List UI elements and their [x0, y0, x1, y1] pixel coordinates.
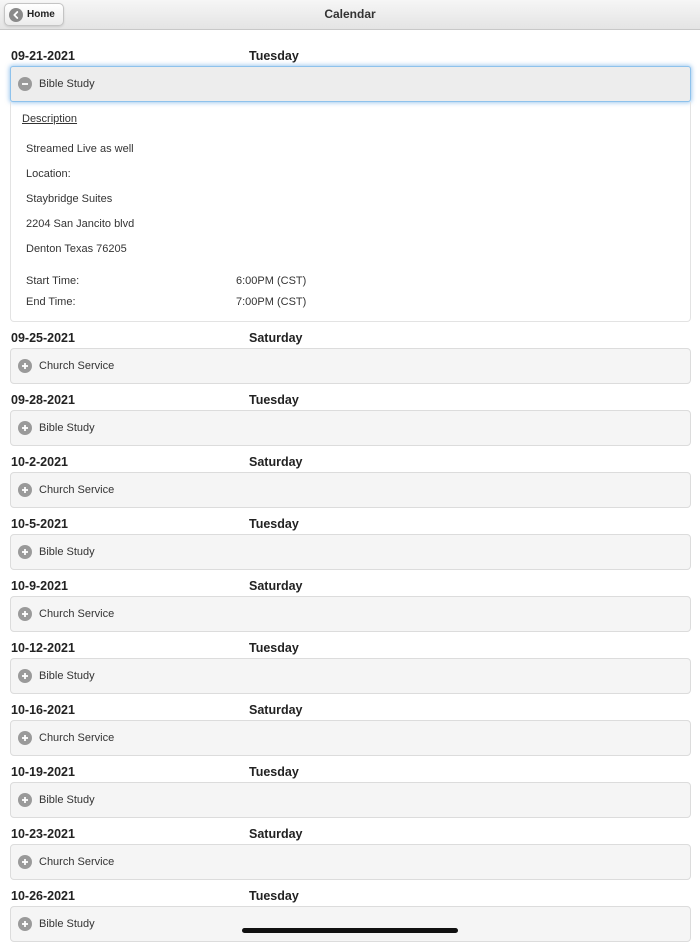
details-line: 2204 San Jancito blvd	[26, 218, 135, 230]
event-day	[10, 324, 691, 384]
start-time-label: Start Time:	[26, 275, 80, 287]
event-day	[10, 696, 691, 756]
page-title: Calendar	[324, 7, 376, 21]
plus-circle-icon	[18, 917, 32, 931]
event-day	[10, 820, 691, 880]
event-name: Church Service	[39, 360, 115, 372]
event-date: 10-2-2021	[11, 455, 68, 469]
event-date: 10-19-2021	[11, 765, 75, 779]
event-toggle[interactable]	[10, 596, 691, 632]
event-day	[10, 386, 691, 446]
event-weekday: Saturday	[249, 331, 303, 345]
event-date: 09-25-2021	[11, 331, 75, 345]
event-name: Bible Study	[39, 422, 95, 434]
event-date: 10-26-2021	[11, 889, 75, 903]
details-line: Streamed Live as well	[26, 143, 134, 155]
end-time-label: End Time:	[26, 296, 76, 308]
top-bar	[0, 0, 700, 30]
event-toggle[interactable]	[10, 348, 691, 384]
event-day	[10, 510, 691, 570]
event-weekday: Tuesday	[249, 393, 299, 407]
event-day	[10, 42, 691, 322]
event-weekday: Saturday	[249, 579, 303, 593]
event-weekday: Tuesday	[249, 49, 299, 63]
event-date: 10-12-2021	[11, 641, 75, 655]
event-date: 09-28-2021	[11, 393, 75, 407]
start-time-value: 6:00PM (CST)	[236, 275, 307, 287]
event-name: Church Service	[39, 484, 115, 496]
event-toggle[interactable]	[10, 534, 691, 570]
event-list	[10, 42, 691, 944]
event-date: 09-21-2021	[11, 49, 75, 63]
day-header	[10, 386, 691, 410]
event-date: 10-5-2021	[11, 517, 68, 531]
event-weekday: Saturday	[249, 827, 303, 841]
event-weekday: Saturday	[249, 703, 303, 717]
plus-circle-icon	[18, 545, 32, 559]
event-name: Church Service	[39, 732, 115, 744]
day-header	[10, 758, 691, 782]
event-name: Bible Study	[39, 670, 95, 682]
event-day	[10, 758, 691, 818]
event-day	[10, 634, 691, 694]
event-toggle[interactable]	[10, 844, 691, 880]
plus-circle-icon	[18, 483, 32, 497]
event-toggle[interactable]	[10, 782, 691, 818]
event-name: Bible Study	[39, 918, 95, 930]
end-time-value: 7:00PM (CST)	[236, 296, 307, 308]
event-name: Church Service	[39, 608, 115, 620]
day-header	[10, 820, 691, 844]
day-header	[10, 448, 691, 472]
event-name: Bible Study	[39, 546, 95, 558]
day-header	[10, 510, 691, 534]
event-weekday: Saturday	[249, 455, 303, 469]
day-header	[10, 634, 691, 658]
event-day	[10, 572, 691, 632]
event-date: 10-23-2021	[11, 827, 75, 841]
plus-circle-icon	[18, 359, 32, 373]
event-name: Church Service	[39, 856, 115, 868]
day-header	[10, 324, 691, 348]
details-line: Location:	[26, 168, 71, 180]
event-details	[10, 102, 691, 322]
event-toggle[interactable]	[10, 906, 691, 942]
event-toggle-bible-study[interactable]	[10, 66, 691, 102]
description-heading: Description	[22, 113, 78, 125]
details-line: Staybridge Suites	[26, 193, 113, 205]
event-weekday: Tuesday	[249, 517, 299, 531]
event-weekday: Tuesday	[249, 765, 299, 779]
event-weekday: Tuesday	[249, 889, 299, 903]
chevron-left-icon	[9, 8, 23, 22]
event-toggle[interactable]	[10, 410, 691, 446]
day-header	[10, 572, 691, 596]
event-day	[10, 448, 691, 508]
details-line: Denton Texas 76205	[26, 243, 127, 255]
event-toggle[interactable]	[10, 720, 691, 756]
day-header	[10, 882, 691, 906]
home-indicator	[242, 928, 458, 933]
event-name: Bible Study	[39, 78, 95, 90]
plus-circle-icon	[18, 669, 32, 683]
home-button-label: Home	[27, 9, 55, 20]
event-date: 10-9-2021	[11, 579, 68, 593]
plus-circle-icon	[18, 421, 32, 435]
event-date: 10-16-2021	[11, 703, 75, 717]
event-toggle[interactable]	[10, 472, 691, 508]
home-button[interactable]	[4, 3, 64, 26]
plus-circle-icon	[18, 855, 32, 869]
event-day	[10, 882, 691, 942]
day-header	[10, 696, 691, 720]
plus-circle-icon	[18, 607, 32, 621]
minus-circle-icon	[18, 77, 32, 91]
event-weekday: Tuesday	[249, 641, 299, 655]
event-name: Bible Study	[39, 794, 95, 806]
plus-circle-icon	[18, 793, 32, 807]
event-toggle[interactable]	[10, 658, 691, 694]
day-header	[10, 42, 691, 66]
plus-circle-icon	[18, 731, 32, 745]
